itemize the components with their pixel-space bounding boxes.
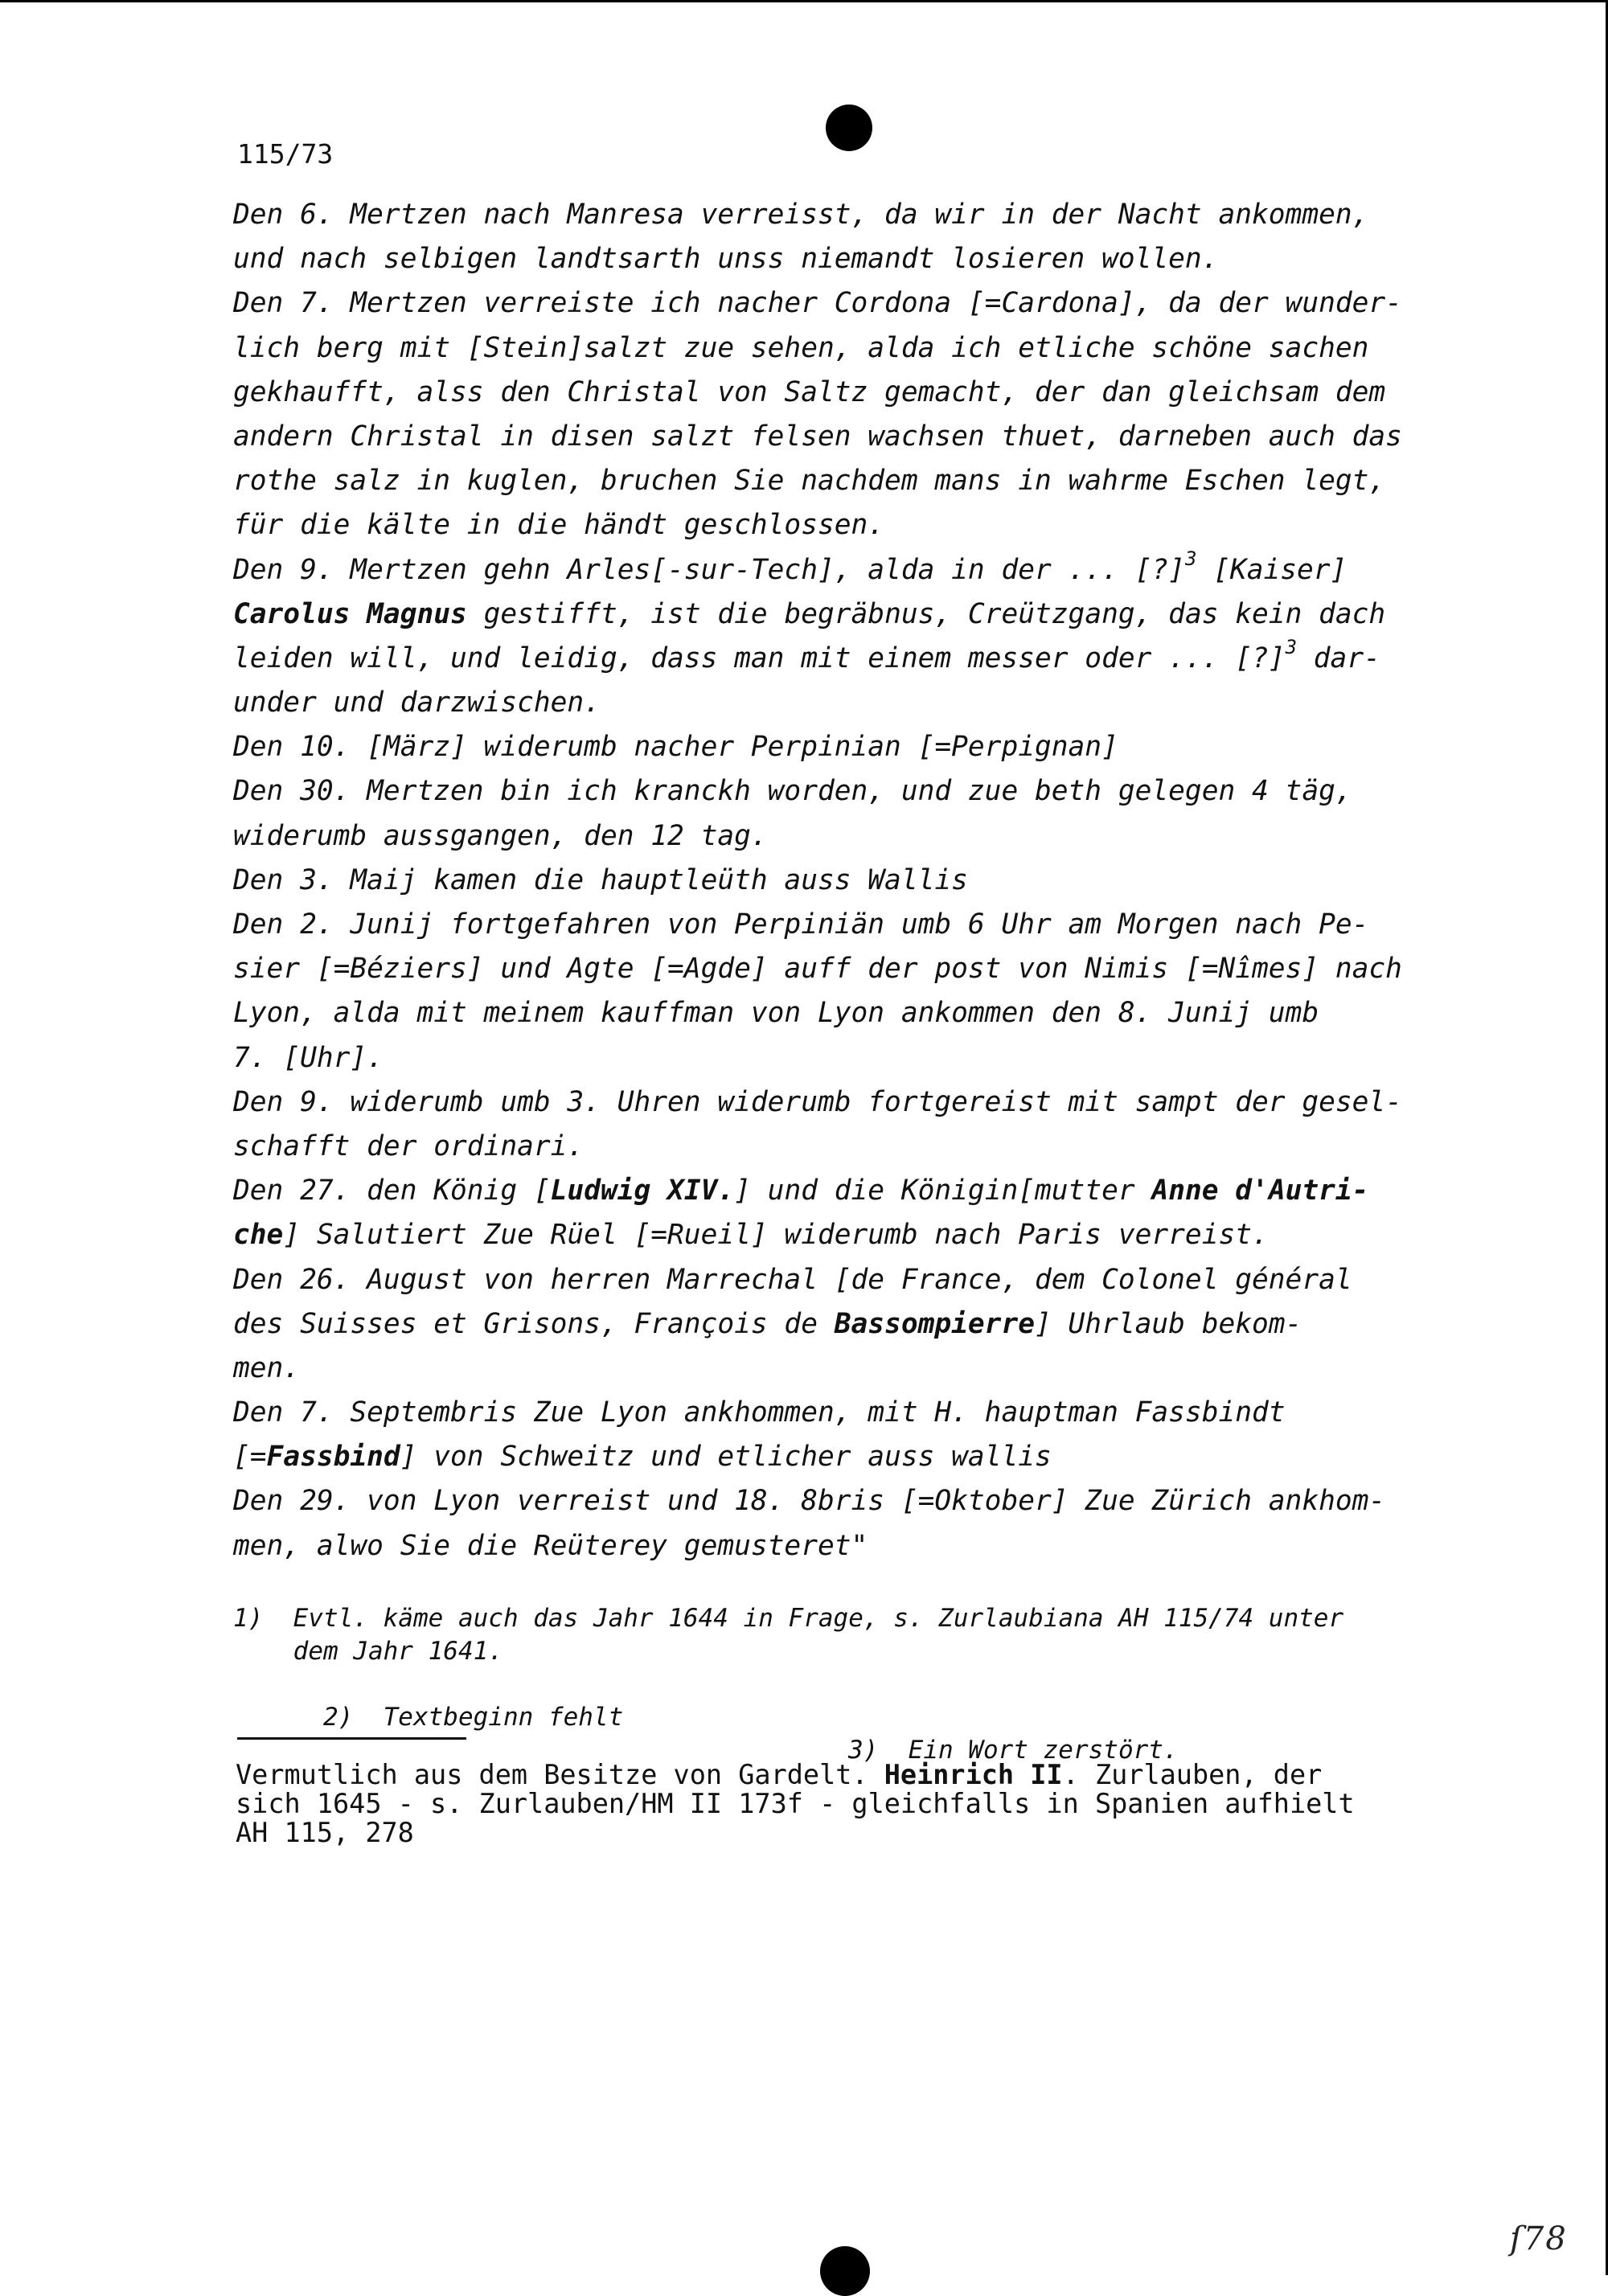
entry-line: leiden will, und leidig, dass man mit einem messer oder ... [?]$^3$ dar-: [233, 636, 1380, 674]
entry-line: des Suisses et Grisons, François de Bassompierre] Uhrlaub bekom-: [233, 1307, 1302, 1340]
entry-line: andern Christal in disen salzt felsen wachsen thuet, darneben auch das: [233, 420, 1402, 453]
entry-line: Den 2. Junij fortgefahren von Perpiniän umb 6 Uhr am Morgen nach Pe-: [233, 908, 1369, 941]
entry-line: Den 30. Mertzen bin ich kranckh worden, und zue beth gelegen 4 täg,: [233, 775, 1352, 808]
entry-line: che] Salutiert Zue Rüel [=Rueil] widerumb nach Paris verreist.: [233, 1219, 1269, 1252]
entry-line: Den 9. widerumb umb 3. Uhren widerumb fortgereist mit sampt der gesel-: [233, 1085, 1402, 1118]
entry-line: widerumb aussgangen, den 12 tag.: [233, 819, 768, 852]
entry-line: Den 3. Maij kamen die hauptleüth auss Wallis: [233, 863, 968, 896]
entry-line: lich berg mit [Stein]salzt zue sehen, alda ich etliche schöne sachen: [233, 331, 1369, 364]
footnote-1-line-2: dem Jahr 1641.: [233, 1637, 503, 1666]
document-number: 115/73: [237, 138, 334, 170]
entry-line: Den 27. den König [Ludwig XIV.] und die Königin[mutter Anne d'Autri-: [233, 1175, 1369, 1207]
entry-line: Den 7. Mertzen verreiste ich nacher Cordona [=Cardona], da der wunder-: [233, 287, 1402, 320]
punch-hole-bottom: [820, 2246, 870, 2296]
source-note: [236, 1761, 1522, 1847]
punch-hole-top: [826, 105, 872, 151]
entry-line: Den 10. [März] widerumb nacher Perpinian [=Perpignan]: [233, 731, 1118, 764]
entry-line: Den 7. Septembris Zue Lyon ankhommen, mit H. hauptman Fassbindt: [233, 1396, 1286, 1429]
entry-line: und nach selbigen landtsarth unss niemandt losieren wollen.: [233, 243, 1219, 276]
footnote-ref: 3: [1184, 547, 1197, 570]
entry-line: Lyon, alda mit meinem kauffman von Lyon ankommen den 8. Junij umb: [233, 997, 1319, 1030]
entry-line: Den 6. Mertzen nach Manresa verreisst, da wir in der Nacht ankommen,: [233, 199, 1369, 231]
footnotes: [233, 1602, 1487, 1765]
entry-line: under und darzwischen.: [233, 687, 601, 720]
entry-line: für die kälte in die händt geschlossen.: [233, 509, 885, 542]
entry-line: schafft der ordinari.: [233, 1130, 585, 1162]
entry-line: men, alwo Sie die Reüterey gemusteret": [233, 1529, 868, 1562]
footnote-ref: 3: [1285, 636, 1298, 659]
diary-entries: [233, 193, 1487, 1568]
source-note-line: AH 115, 278: [236, 1817, 414, 1848]
entry-line: Den 9. Mertzen gehn Arles[-sur-Tech], alda in der ... [?]$^3$ [Kaiser]: [233, 547, 1348, 586]
source-note-line: Vermutlich aus dem Besitze von Gardelt. Heinrich II. Zurlauben, der: [236, 1759, 1323, 1790]
entry-line: gekhaufft, alss den Christal von Saltz gemacht, der dan gleichsam dem: [233, 375, 1386, 408]
entry-line: Den 26. August von herren Marrechal [de France, dem Colonel général: [233, 1263, 1352, 1296]
entry-line: rothe salz in kuglen, bruchen Sie nachdem mans in wahrme Eschen legt,: [233, 465, 1386, 498]
footnote-1-line-1: 1) Evtl. käme auch das Jahr 1644 in Frage, s. Zurlaubiana AH 115/74 unter: [233, 1604, 1344, 1633]
footnote-row: [233, 1668, 1487, 1765]
handwritten-page-number: ſ78: [1510, 2220, 1568, 2257]
entry-line: [=Fassbind] von Schweitz und etlicher auss wallis: [233, 1441, 1052, 1474]
source-note-line: sich 1645 - s. Zurlauben/HM II 173f - gleichfalls in Spanien aufhielt: [236, 1788, 1355, 1819]
separator-rule: [237, 1737, 466, 1740]
footnote-2: 2) Textbeginn fehlt: [322, 1703, 624, 1732]
footnote-3: 3) Ein Wort zerstört.: [848, 1736, 1179, 1765]
entry-line: men.: [233, 1351, 301, 1384]
entry-line: sier [=Béziers] und Agte [=Agde] auff der post von Nimis [=Nîmes] nach: [233, 953, 1402, 986]
entry-line: 7. [Uhr].: [233, 1041, 384, 1074]
entry-line: Carolus Magnus gestifft, ist die begräbnus, Creützgang, das kein dach: [233, 597, 1386, 630]
entry-line: Den 29. von Lyon verreist und 18. 8bris [=Oktober] Zue Zürich ankhom-: [233, 1485, 1386, 1518]
top-border-line: [0, 0, 1608, 2]
